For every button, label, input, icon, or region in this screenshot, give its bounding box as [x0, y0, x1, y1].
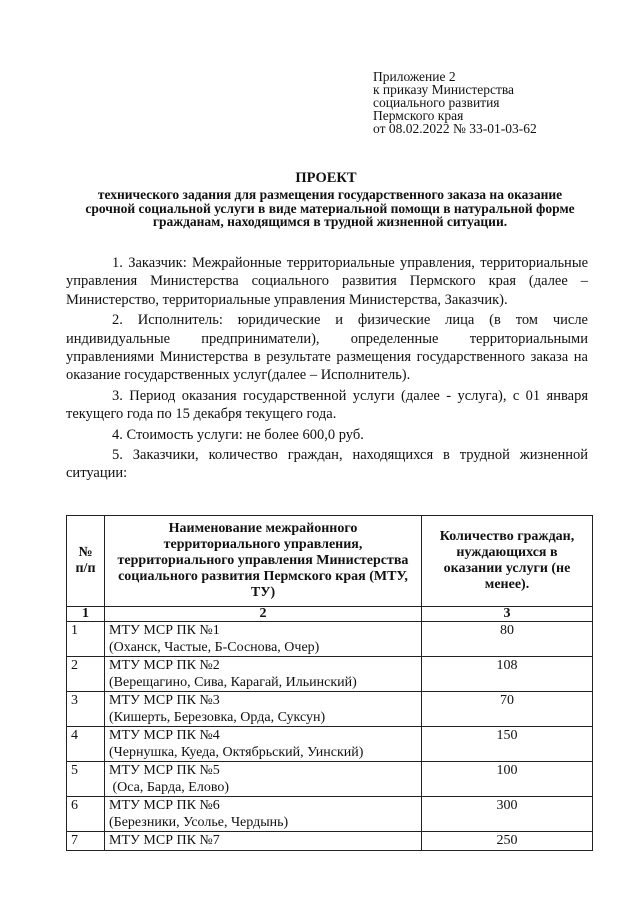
customers-table: [66, 515, 593, 851]
row-num: 5: [67, 762, 105, 797]
table-row: [67, 727, 593, 762]
row-name-cell: [105, 762, 422, 797]
column-number-row: [67, 607, 593, 622]
paragraph-customer: 1. Заказчик: Межрайонные территориальные управления, территориальные управления Министерства социального развития Пермского края (далее – Министерство, территориальные управления Министерства, Заказчик).: [66, 255, 588, 308]
row-areas: (Оса, Барда, Елово): [109, 780, 229, 795]
paragraph-period: 3. Период оказания государственной услуги (далее - услуга), с 01 января текущего года по 15 декабря текущего года.: [66, 387, 588, 423]
row-num: 2: [67, 657, 105, 692]
row-areas: (Чернушка, Куеда, Октябрьский, Уинский): [109, 745, 364, 760]
row-name: МТУ МСР ПК №2: [109, 658, 220, 673]
paragraph-executor: 2. Исполнитель: юридические и физические лица (в том числе индивидуальные предприниматели), определенные территориальными управлениями Министерства в результате размещения государственного заказа на оказание государственных услуг(далее – Исполнитель).: [66, 312, 588, 384]
row-count: 70: [422, 692, 593, 727]
approval-line: Приложение 2: [373, 69, 456, 84]
table-row: [67, 692, 593, 727]
row-count: 80: [422, 622, 593, 657]
document-title: ПРОЕКТ: [295, 170, 357, 186]
paragraph-cost: 4. Стоимость услуги: не более 600,0 руб.: [112, 426, 364, 443]
row-num: 4: [67, 727, 105, 762]
table-row: [67, 832, 593, 851]
row-areas: (Верещагино, Сива, Карагай, Ильинский): [109, 675, 357, 690]
row-areas: (Кишерть, Березовка, Орда, Суксун): [109, 710, 326, 725]
column-number: 3: [422, 607, 593, 622]
row-name: МТУ МСР ПК №6: [109, 798, 220, 813]
document-body: [66, 254, 588, 483]
approval-line: к приказу Министерства: [373, 82, 515, 97]
approval-line: от 08.02.2022 № 33-01-03-62: [373, 121, 537, 136]
row-name-cell: [105, 692, 422, 727]
row-num: 1: [67, 622, 105, 657]
row-name-cell: [105, 797, 422, 832]
row-name-cell: [105, 832, 422, 851]
table-row: [67, 797, 593, 832]
row-areas: (Березники, Усолье, Чердынь): [109, 815, 289, 830]
table-row: [67, 657, 593, 692]
table-row: [67, 622, 593, 657]
row-count: 100: [422, 762, 593, 797]
row-num: 6: [67, 797, 105, 832]
row-name-cell: [105, 657, 422, 692]
row-name: МТУ МСР ПК №1: [109, 623, 220, 638]
header-count: Количество граждан, нуждающихся в оказании услуги (не менее).: [422, 516, 593, 607]
approval-line: социального развития: [373, 95, 500, 110]
row-name: МТУ МСР ПК №3: [109, 693, 220, 708]
row-count: 300: [422, 797, 593, 832]
column-number: 1: [67, 607, 105, 622]
column-number: 2: [105, 607, 422, 622]
paragraph-customers-list: 5. Заказчики, количество граждан, находящихся в трудной жизненной ситуации:: [66, 447, 588, 482]
table-row: [67, 762, 593, 797]
row-num: 7: [67, 832, 105, 851]
row-count: 250: [422, 832, 593, 851]
row-name: МТУ МСР ПК №5: [109, 763, 220, 778]
approval-line: Пермского края: [373, 108, 464, 123]
row-name-cell: [105, 622, 422, 657]
row-areas: (Оханск, Частые, Б-Соснова, Очер): [109, 640, 320, 655]
row-count: 108: [422, 657, 593, 692]
row-num: 3: [67, 692, 105, 727]
row-name: МТУ МСР ПК №4: [109, 728, 220, 743]
document-subtitle: технического задания для размещения государственного заказа на оказание срочной социальной услуги в виде материальной помощи в натуральной форме гражданам, находящимся в трудной жизненной ситуации.: [85, 187, 575, 229]
header-name: Наименование межрайонного территориального управления, территориального управления Министерства социального развития Пермского края (МТУ, ТУ): [105, 516, 422, 607]
row-name: МТУ МСР ПК №7: [109, 833, 220, 848]
approval-block: [373, 70, 537, 135]
row-count: 150: [422, 727, 593, 762]
table-header-row: [67, 516, 593, 607]
header-num: № п/п: [67, 516, 105, 607]
row-name-cell: [105, 727, 422, 762]
